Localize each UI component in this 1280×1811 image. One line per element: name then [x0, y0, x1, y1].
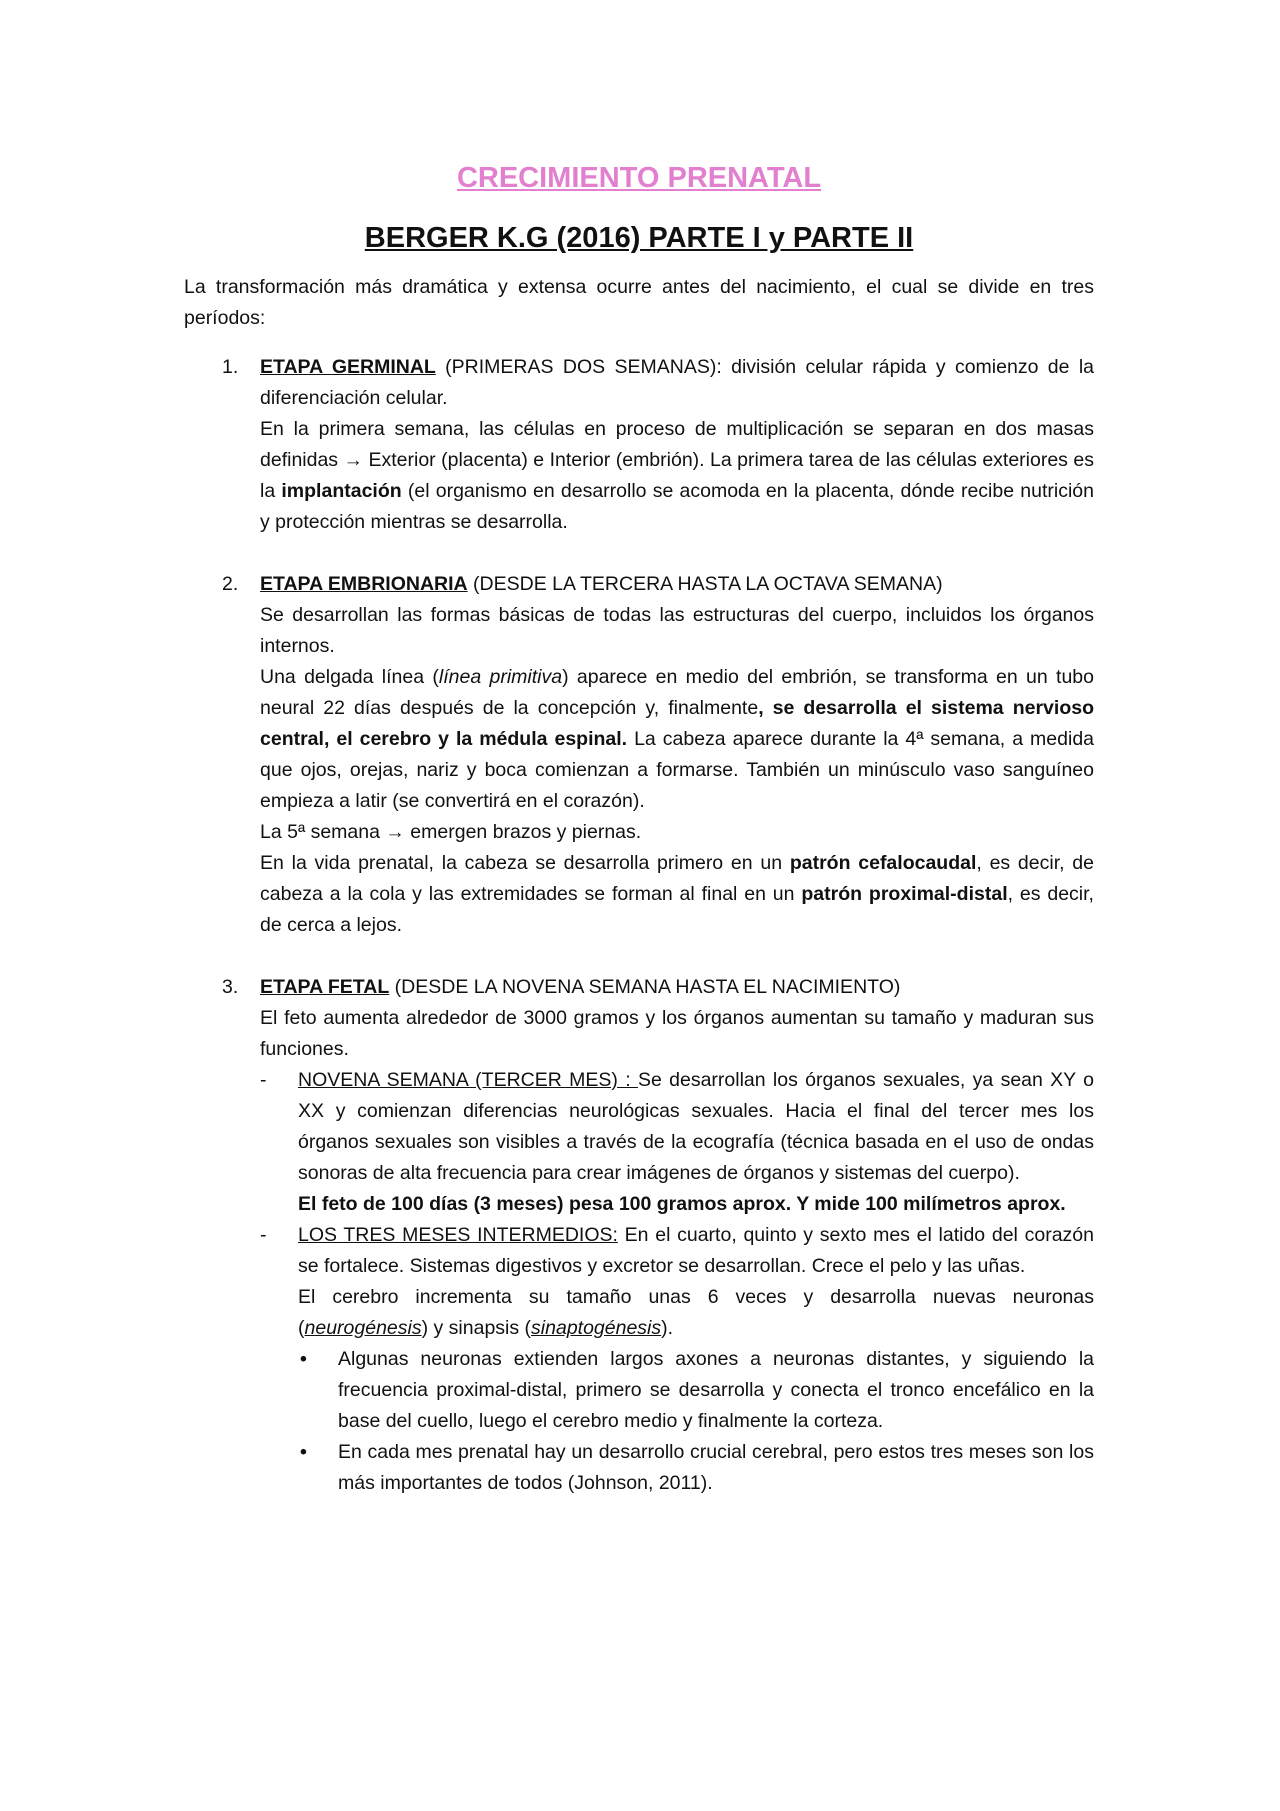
bullet-icon: • — [300, 1441, 307, 1463]
arrow-icon: → — [343, 449, 364, 471]
stage-heading — [260, 352, 1094, 414]
stage-name: ETAPA EMBRIONARIA — [260, 573, 468, 595]
stage-range: (DESDE LA TERCERA HASTA LA OCTAVA SEMANA) — [467, 573, 943, 595]
stage-germinal — [184, 352, 1094, 538]
dash-paragraph: NOVENA SEMANA (TERCER MES) : Se desarrollan los órganos sexuales, ya sean XY o XX y comienzan diferencias neurológicas sexuales. Hacia el final del tercer mes los órganos sexuales son visibles a través de la ecografía (técnica basada en el uso de ondas sonoras de alta frecuencia para crear imágenes de órganos y sistemas del cuerpo). — [298, 1069, 1094, 1184]
dash-icon: - — [260, 1224, 267, 1246]
intro-paragraph: La transformación más dramática y extensa ocurre antes del nacimiento, el cual se divide en tres períodos: — [184, 276, 1094, 329]
document-subtitle: BERGER K.G (2016) PARTE I y PARTE II — [364, 222, 914, 254]
stage-number: 2. — [222, 573, 239, 595]
stage-paragraph: En la primera semana, las células en proceso de multiplicación se separan en dos masas definidas → Exterior (placenta) e Interior (embrión). La primera tarea de las células exteriores es la implantación (el organismo en desarrollo se acomoda en la placenta, dónde recibe nutrición y protección mientras se desarrolla. — [260, 418, 1094, 533]
dash-label: NOVENA SEMANA (TERCER MES) : — [298, 1069, 638, 1091]
bullet-text: Algunas neuronas extienden largos axones a neuronas distantes, y siguiendo la frecuencia proximal-distal, primero se desarrolla y conecta el tronco encefálico en la base del cuello, luego el cerebro medio y finalmente la corteza. — [338, 1348, 1094, 1432]
dash-bold-paragraph: El feto de 100 días (3 meses) pesa 100 gramos aprox. Y mide 100 milímetros aprox. — [298, 1193, 1066, 1215]
stage-paragraph: La 5ª semana → emergen brazos y piernas. — [260, 821, 642, 843]
dash-item-novena-semana — [260, 1065, 1094, 1220]
dash-item-meses-intermedios — [260, 1220, 1094, 1344]
dash-icon: - — [260, 1069, 267, 1091]
dash-paragraph: LOS TRES MESES INTERMEDIOS: En el cuarto, quinto y sexto mes el latido del corazón se fortalece. Sistemas digestivos y excretor se desarrollan. Crece el pelo y las uñas. — [298, 1224, 1094, 1277]
stage-name: ETAPA FETAL — [260, 976, 390, 998]
stage-range: (PRIMERAS DOS SEMANAS): división celular rápida y comienzo de la diferenciación celular. — [260, 356, 1094, 409]
stage-number: 3. — [222, 976, 239, 998]
document-body — [184, 150, 1094, 1530]
bullet-icon: • — [300, 1348, 307, 1370]
stage-name: ETAPA GERMINAL — [260, 356, 436, 378]
arrow-icon: → — [385, 821, 405, 843]
stage-paragraph: Se desarrollan las formas básicas de todas las estructuras del cuerpo, incluidos los órganos internos. — [260, 604, 1094, 657]
dash-paragraph: El cerebro incrementa su tamaño unas 6 veces y desarrolla nuevas neuronas (neurogénesis) y sinapsis (sinaptogénesis). — [298, 1286, 1094, 1339]
document-title: CRECIMIENTO PRENATAL — [456, 162, 822, 194]
stage-embrionaria — [184, 569, 1094, 941]
stage-fetal — [184, 972, 1094, 1499]
stage-range: (DESDE LA NOVENA SEMANA HASTA EL NACIMIENTO) — [389, 976, 901, 998]
stage-number: 1. — [222, 356, 239, 378]
dash-label: LOS TRES MESES INTERMEDIOS: — [298, 1224, 618, 1246]
stage-paragraph: El feto aumenta alrededor de 3000 gramos y los órganos aumentan su tamaño y maduran sus funciones. — [260, 1007, 1094, 1060]
stage-paragraph: Una delgada línea (línea primitiva) aparece en medio del embrión, se transforma en un tubo neural 22 días después de la concepción y, finalmente, se desarrolla el sistema nervioso central, el cerebro y la médula espinal. La cabeza aparece durante la 4ª semana, a medida que ojos, orejas, nariz y boca comienzan a formarse. También un minúsculo vaso sanguíneo empieza a latir (se convertirá en el corazón). — [260, 666, 1095, 812]
stage-heading — [260, 972, 1094, 1003]
stage-heading — [260, 569, 1094, 600]
bullet-text: En cada mes prenatal hay un desarrollo crucial cerebral, pero estos tres meses son los más importantes de todos (Johnson, 2011). — [338, 1441, 1094, 1494]
bullet-item — [260, 1344, 1094, 1437]
stage-paragraph: En la vida prenatal, la cabeza se desarrolla primero en un patrón cefalocaudal, es decir, de cabeza a la cola y las extremidades se forman al final en un patrón proximal-distal, es decir, de cerca a lejos. — [260, 852, 1094, 936]
bullet-item — [260, 1437, 1094, 1499]
